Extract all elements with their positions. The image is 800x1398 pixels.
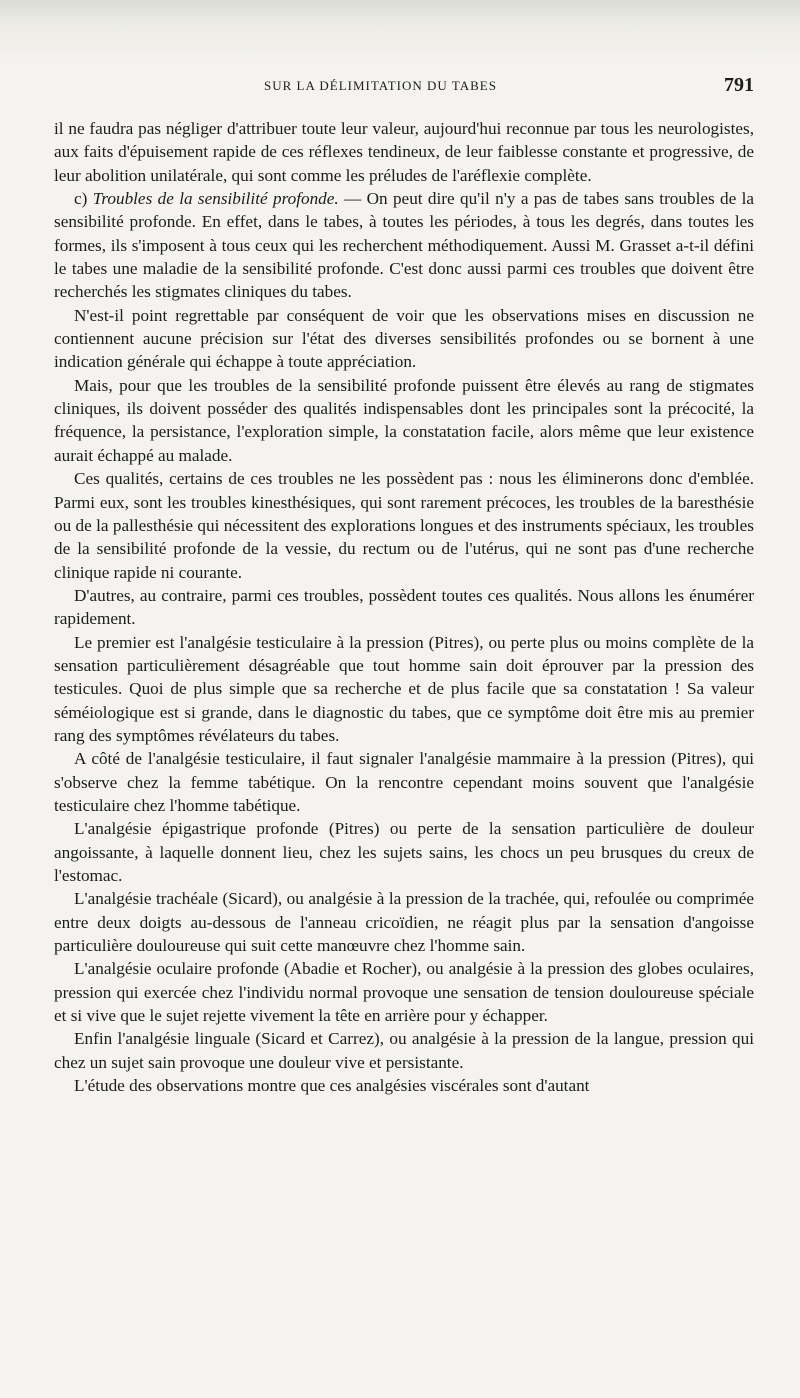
paragraph: L'étude des observations montre que ces analgésies viscérales sont d'autant xyxy=(74,1076,590,1096)
paragraph: Enfin l'analgésie linguale (Sicard et Carrez), ou analgésie à la pression de la langue, pression qui chez un sujet sain provoque une douleur vive et persistante. xyxy=(54,1029,754,1072)
page-number: 791 xyxy=(724,74,754,96)
paragraph: D'autres, au contraire, parmi ces troubles, possèdent toutes ces qualités. Nous allons les énumérer rapidement. xyxy=(54,585,754,629)
page-header xyxy=(54,74,754,100)
body-text xyxy=(54,117,754,1097)
section-heading: Troubles de la sensibilité profonde. xyxy=(92,189,339,209)
paragraph: c) Troubles de la sensibilité profonde. — On peut dire qu'il n'y a pas de tabes sans troubles de la sensibilité profonde. En effet, dans le tabes, à toutes les périodes, à tous les degrés, dans toutes les formes, ils s'imposent à tous ceux qui les recherchent méthodiquement. Aussi M. Grasset a-t-il défini le tabes une maladie de la sensibilité profonde. C'est donc aussi parmi ces troubles que doivent être recherchés les stigmates cliniques du tabes. xyxy=(54,189,755,302)
paragraph: Ces qualités, certains de ces troubles ne les possèdent pas : nous les éliminerons donc d'emblée. Parmi eux, sont les troubles kinesthésiques, qui sont rarement précoces, les troubles de la baresthésie ou de la pallesthésie qui nécessitent des explorations longues et des instruments spéciaux, les troubles de la sensibilité profonde de la vessie, du rectum ou de l'utérus, qui ne sont pas d'une recherche clinique rapide ni courante. xyxy=(54,469,754,582)
paragraph: A côté de l'analgésie testiculaire, il faut signaler l'analgésie mammaire à la pression (Pitres), qui s'observe chez la femme tabétique. On la rencontre cependant moins souvent que l'analgésie testiculaire chez l'homme tabétique. xyxy=(54,749,754,815)
paragraph: Mais, pour que les troubles de la sensibilité profonde puissent être élevés au rang de stigmates cliniques, ils doivent posséder des qualités indispensables dont les principales sont la précocité, la fréquence, la persistance, l'exploration simple, la constatation facile, alors même que leur existence aurait échappé au malade. xyxy=(54,375,754,465)
paragraph: N'est-il point regrettable par conséquent de voir que les observations mises en discussion ne contiennent aucune précision sur l'état des diverses sensibilités profondes ou se bornent à une indication générale qui échappe à toute appréciation. xyxy=(54,305,754,372)
section-marker: c) xyxy=(74,189,93,209)
paragraph: il ne faudra pas négliger d'attribuer toute leur valeur, aujourd'hui reconnue par tous les neurologistes, aux faits d'épuisement rapide de ces réflexes tendineux, de leur faiblesse constante et progressive, de leur abolition unilatérale, qui sont comme les préludes de l'aréflexie complète. xyxy=(54,119,754,185)
paragraph: L'analgésie épigastrique profonde (Pitres) ou perte de la sensation particulière de douleur angoissante, à laquelle donnent lieu, chez les sujets sains, les chocs un peu brusques du creux de l'estomac. xyxy=(54,819,754,885)
paragraph: L'analgésie trachéale (Sicard), ou analgésie à la pression de la trachée, qui, refoulée ou comprimée entre deux doigts au-dessous de l'anneau cricoïdien, ne réagit plus par la sensation d'angoisse particulière douloureuse qui suit cette manœuvre chez l'homme sain. xyxy=(54,889,754,956)
running-title: SUR LA DÉLIMITATION DU TABES xyxy=(264,78,497,93)
paragraph: L'analgésie oculaire profonde (Abadie et Rocher), ou analgésie à la pression des globes oculaires, pression qui exercée chez l'individu normal provoque une sensation de tension douloureuse spéciale et si vive que le sujet rejette vivement la tête en arrière pour y échapper. xyxy=(54,959,754,1026)
scan-edge-shading xyxy=(0,0,800,60)
paragraph: Le premier est l'analgésie testiculaire à la pression (Pitres), ou perte plus ou moins complète de la sensation particulièrement désagréable que tout homme sain doit éprouver par la pression des testicules. Quoi de plus simple que sa recherche et de plus facile que sa constatation ! Sa valeur séméiologique est si grande, dans le diagnostic du tabes, que ce symptôme doit être mis au premier rang des symptômes révélateurs du tabes. xyxy=(54,632,754,745)
